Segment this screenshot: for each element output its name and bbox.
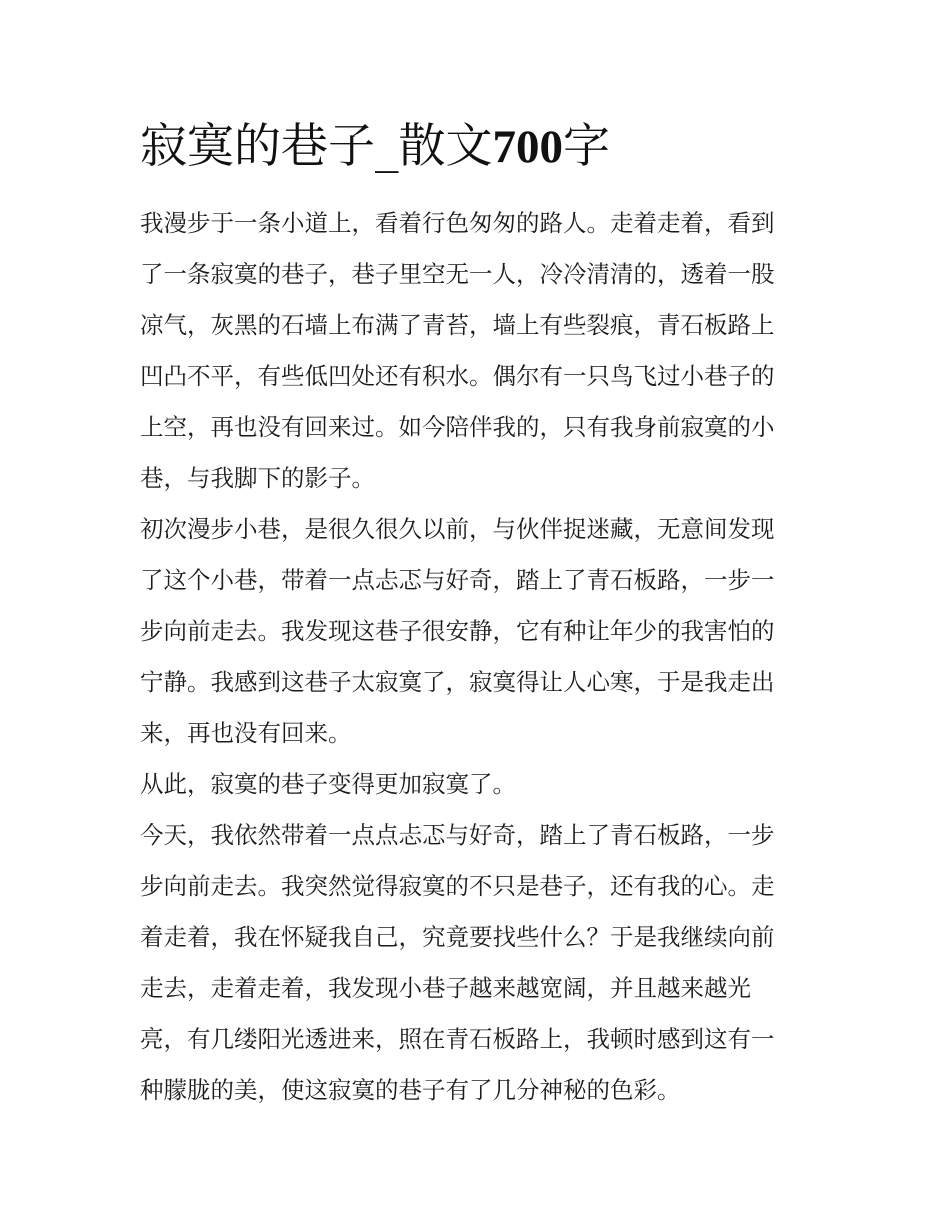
text-line: 初次漫步小巷，是很久很久以前，与伙伴捉迷藏，无意间发现	[140, 515, 775, 543]
text-line: 走去，走着走着，我发现小巷子越来越宽阔，并且越来越光	[140, 974, 751, 1002]
essay-body	[140, 198, 812, 1116]
text-line: 了这个小巷，带着一点忐忑与好奇，踏上了青石板路，一步一	[140, 566, 775, 594]
text-line: 种朦胧的美，使这寂寞的巷子有了几分神秘的色彩。	[140, 1076, 681, 1104]
text-line: 今天，我依然带着一点点忐忑与好奇，踏上了青石板路，一步	[140, 821, 775, 849]
text-line: 凹凸不平，有些低凹处还有积水。偶尔有一只鸟飞过小巷子的	[140, 362, 775, 390]
text-line: 凉气，灰黑的石墙上布满了青苔，墙上有些裂痕，青石板路上	[140, 311, 775, 339]
title-main-text: 寂寞的巷子_散文	[140, 119, 493, 174]
text-line: 亮，有几缕阳光透进来，照在青石板路上，我顿时感到这有一	[140, 1025, 775, 1053]
text-line: 我漫步于一条小道上，看着行色匆匆的路人。走着走着，看到	[140, 209, 775, 237]
text-line: 步向前走去。我发现这巷子很安静，它有种让年少的我害怕的	[140, 617, 775, 645]
text-line: 着走着，我在怀疑我自己，究竟要找些什么？于是我继续向前	[140, 923, 775, 951]
text-line: 巷，与我脚下的影子。	[140, 464, 375, 492]
title-word-count: 700	[492, 121, 563, 173]
title-suffix: 字	[563, 119, 610, 174]
text-line: 上空，再也没有回来过。如今陪伴我的，只有我身前寂寞的小	[140, 413, 775, 441]
text-line: 从此，寂寞的巷子变得更加寂寞了。	[140, 770, 516, 798]
text-line: 宁静。我感到这巷子太寂寞了，寂寞得让人心寒，于是我走出	[140, 668, 775, 696]
text-line: 了一条寂寞的巷子，巷子里空无一人，冷冷清清的，透着一股	[140, 260, 775, 288]
text-line: 步向前走去。我突然觉得寂寞的不只是巷子，还有我的心。走	[140, 872, 775, 900]
text-line: 来，再也没有回来。	[140, 719, 352, 747]
page-title	[140, 116, 840, 178]
